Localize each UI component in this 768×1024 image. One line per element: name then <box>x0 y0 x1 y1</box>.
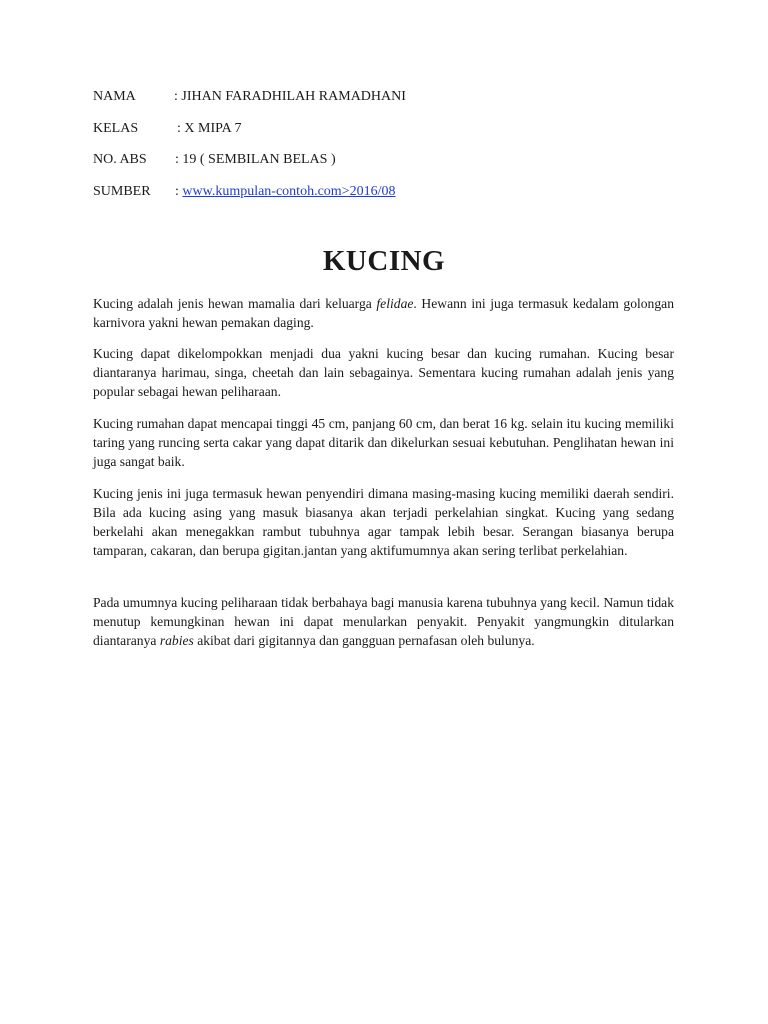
meta-label-no-abs: NO. ABS <box>93 152 147 167</box>
page-title: KUCING <box>322 245 446 277</box>
meta-colon-sumber: : <box>175 184 183 199</box>
meta-value-no-abs: : 19 ( SEMBILAN BELAS ) <box>175 152 336 167</box>
paragraph-4: Kucing jenis ini juga termasuk hewan penyendiri dimana masing-masing kucing memiliki daerah sendiri. Bila ada kucing asing yang masuk biasanya akan terjadi perkelahian singkat. Kucing yang sedang berkelahi akan menegakkan rambut tubuhnya agar tampak lebih besar. Serangan biasanya berupa tamparan, cakaran, dan berupa gigitan.jantan yang aktifumumnya akan sering terlibat perkelahian. <box>93 486 674 558</box>
paragraph-2: Kucing dapat dikelompokkan menjadi dua yakni kucing besar dan kucing rumahan. Kucing besar diantaranya harimau, singa, cheetah dan lain sebagainya. Sementara kucing rumahan adalah jenis yang popular sebagai hewan peliharaan. <box>93 346 674 399</box>
meta-row-no-abs <box>93 151 336 169</box>
paragraph-1-text-b: . Hewann ini juga termasuk kedalam golongan karnivora yakni hewan pemakan daging. <box>93 296 674 330</box>
paragraph-1-emphasis: felidae <box>376 296 414 311</box>
paragraph-1-text-a: Kucing adalah jenis hewan mamalia dari keluarga <box>93 296 377 311</box>
paragraph-5-emphasis: rabies <box>159 633 194 648</box>
paragraph-1 <box>93 294 674 332</box>
paragraph-5 <box>93 593 674 650</box>
meta-row-nama <box>93 88 406 106</box>
meta-label-nama: NAMA <box>93 89 136 104</box>
meta-label-sumber: SUMBER <box>93 184 151 199</box>
paragraph-5-text-a: Pada umumnya kucing peliharaan tidak berbahaya bagi manusia karena tubuhnya yang kecil. Namun tidak menutup kemungkinan hewan ini dapat menularkan penyakit. Penyakit yangmungkin ditularkan diantaranya <box>93 595 674 648</box>
meta-value-sumber <box>175 183 395 201</box>
paragraph-3: Kucing rumahan dapat mencapai tinggi 45 cm, panjang 60 cm, dan berat 16 kg. selain itu kucing memiliki taring yang runcing serta cakar yang dapat ditarik dan dikelurkan sesuai kebutuhan. Penglihatan hewan ini juga sangat baik. <box>93 416 674 469</box>
meta-row-kelas <box>93 120 242 138</box>
meta-label-kelas: KELAS <box>93 121 139 136</box>
meta-value-nama: : JIHAN FARADHILAH RAMADHANI <box>174 89 406 104</box>
paragraph-5-text-b: akibat dari gigitannya dan gangguan pernafasan oleh bulunya. <box>193 633 535 648</box>
source-link[interactable]: www.kumpulan-contoh.com>2016/08 <box>182 184 396 199</box>
meta-row-sumber <box>93 183 396 201</box>
meta-value-kelas: : X MIPA 7 <box>177 121 242 136</box>
